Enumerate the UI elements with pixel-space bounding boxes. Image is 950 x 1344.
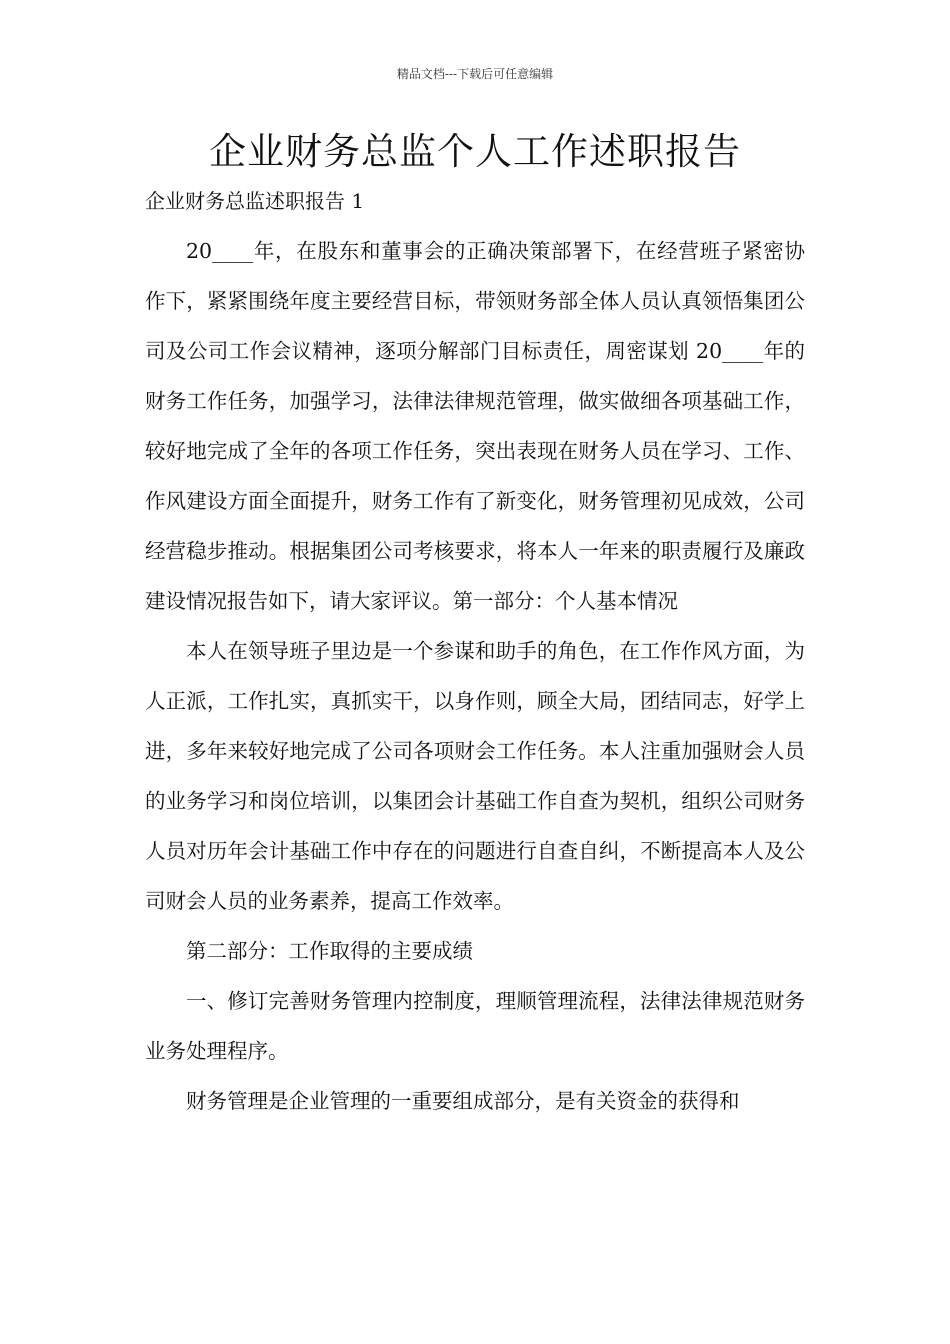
- body-paragraph: 财务管理是企业管理的一重要组成部分，是有关资金的获得和: [186, 1089, 740, 1113]
- document-body: [145, 226, 805, 1126]
- section-heading: 第二部分：工作取得的主要成绩: [186, 939, 473, 963]
- document-subtitle: 企业财务总监述职报告 1: [145, 189, 365, 213]
- body-paragraph: 本人在领导班子里边是一个参谋和助手的角色，在工作作风方面，为人正派，工作扎实，真抓实干，以身作则，顾全大局，团结同志，好学上进，多年来较好地完成了公司各项财会工作任务。本人注重加强财会人员的业务学习和岗位培训，以集团会计基础工作自查为契机，组织公司财务人员对历年会计基础工作中存在的问题进行自查自纠，不断提高本人及公司财会人员的业务素养，提高工作效率。: [145, 639, 805, 913]
- document-title: 企业财务总监个人工作述职报告: [209, 130, 741, 173]
- page-header-watermark: 精品文档---下载后可任意编辑: [396, 67, 554, 81]
- body-paragraph: 20____年，在股东和董事会的正确决策部署下，在经营班子紧密协作下，紧紧围绕年度主要经营目标，带领财务部全体人员认真领悟集团公司及公司工作会议精神，逐项分解部门目标责任，周密谋划 20____年的财务工作任务，加强学习，法律法律规范管理，做实做细各项基础工作，较好地完成了全年的各项工作任务，突出表现在财务人员在学习、工作、作风建设方面全面提升，财务工作有了新变化，财务管理初见成效，公司经营稳步推动。根据集团公司考核要求，将本人一年来的职责履行及廉政建设情况报告如下，请大家评议。第一部分：个人基本情况: [145, 239, 805, 613]
- subsection-heading: 一、修订完善财务管理内控制度，理顺管理流程，法律法律规范财务业务处理程序。: [145, 989, 805, 1063]
